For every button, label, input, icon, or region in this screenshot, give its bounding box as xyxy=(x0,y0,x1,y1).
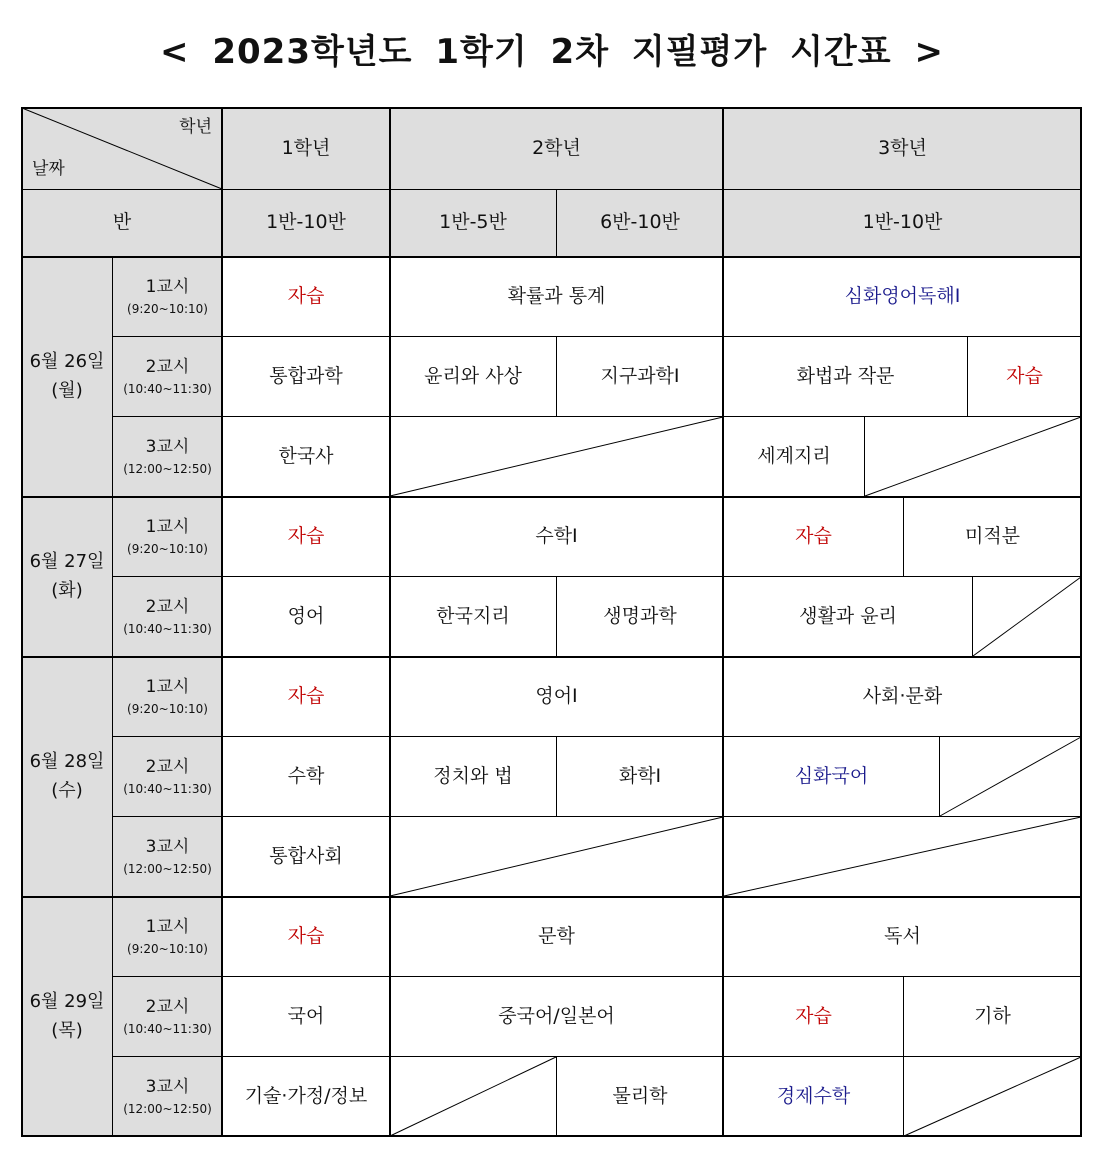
period-cell xyxy=(112,816,223,897)
no-exam-diagonal xyxy=(724,817,1081,896)
subject-cell: 수학 xyxy=(222,736,390,817)
subject-cell: 영어Ⅰ xyxy=(389,656,724,737)
subject-cell: 지구과학Ⅰ xyxy=(556,336,724,417)
subject-cell: 미적분 xyxy=(903,496,1082,577)
subject-cell: 화학Ⅰ xyxy=(556,736,724,817)
subject-cell: 생명과학 xyxy=(556,576,724,657)
period-number: 2교시 xyxy=(145,596,190,617)
empty-cell xyxy=(864,416,1082,497)
period-time: (9:20~10:10) xyxy=(127,541,208,556)
period-cell xyxy=(112,256,223,337)
no-exam-diagonal xyxy=(865,417,1081,496)
no-exam-diagonal xyxy=(390,1057,556,1136)
date-cell xyxy=(21,496,113,657)
period-number: 2교시 xyxy=(145,996,190,1017)
subject-cell: 사회·문화 xyxy=(723,656,1082,737)
page-title: < 2023학년도 1학기 2차 지필평가 시간표 > xyxy=(160,32,944,72)
period-time: (12:00~12:50) xyxy=(123,861,212,876)
subject-cell: 윤리와 사상 xyxy=(389,336,557,417)
date-text: 6월 29일 xyxy=(29,990,105,1012)
empty-cell xyxy=(389,416,724,497)
grade2-header: 2학년 xyxy=(389,107,724,190)
subject-cell: 물리학 xyxy=(556,1056,724,1137)
period-number: 2교시 xyxy=(145,756,190,777)
subject-cell: 국어 xyxy=(222,976,390,1057)
subject-cell: 자습 xyxy=(723,976,904,1057)
weekday-text: (화) xyxy=(51,579,83,601)
period-time: (10:40~11:30) xyxy=(123,621,212,636)
period-number: 3교시 xyxy=(145,436,190,457)
subject-cell: 심화국어 xyxy=(723,736,940,817)
no-exam-diagonal xyxy=(390,417,723,496)
subject-cell: 독서 xyxy=(723,896,1082,977)
grade2-classes-a: 1반-5반 xyxy=(389,189,557,257)
subject-cell: 기하 xyxy=(903,976,1082,1057)
weekday-text: (목) xyxy=(51,1019,83,1041)
period-cell xyxy=(112,896,223,977)
subject-cell: 세계지리 xyxy=(723,416,865,497)
empty-cell xyxy=(903,1056,1082,1137)
subject-cell: 수학Ⅰ xyxy=(389,496,724,577)
period-cell xyxy=(112,736,223,817)
grade-axis-label: 학년 xyxy=(179,117,212,137)
subject-cell: 통합사회 xyxy=(222,816,390,897)
date-cell xyxy=(21,656,113,897)
weekday-text: (월) xyxy=(51,379,83,401)
period-number: 3교시 xyxy=(145,1076,190,1097)
subject-cell: 기술·가정/정보 xyxy=(222,1056,390,1137)
subject-cell: 통합과학 xyxy=(222,336,390,417)
subject-cell: 영어 xyxy=(222,576,390,657)
weekday-text: (수) xyxy=(51,779,83,801)
period-cell xyxy=(112,336,223,417)
period-number: 2교시 xyxy=(145,356,190,377)
period-number: 1교시 xyxy=(145,916,190,937)
subject-cell: 자습 xyxy=(723,496,904,577)
date-cell xyxy=(21,896,113,1137)
date-axis-label: 날짜 xyxy=(32,159,65,180)
date-cell xyxy=(21,256,113,497)
subject-cell: 확률과 통계 xyxy=(389,256,724,337)
subject-cell: 화법과 작문 xyxy=(723,336,968,417)
period-time: (10:40~11:30) xyxy=(123,1021,212,1036)
grade3-classes: 1반-10반 xyxy=(723,189,1082,257)
empty-cell xyxy=(972,576,1082,657)
grade3-header: 3학년 xyxy=(723,107,1082,190)
corner-header-cell xyxy=(21,107,223,190)
empty-cell xyxy=(389,816,724,897)
period-number: 1교시 xyxy=(145,516,190,537)
period-number: 1교시 xyxy=(145,276,190,297)
grade2-classes-b: 6반-10반 xyxy=(556,189,724,257)
period-cell xyxy=(112,1056,223,1137)
subject-cell: 정치와 법 xyxy=(389,736,557,817)
grade1-header: 1학년 xyxy=(222,107,390,190)
no-exam-diagonal xyxy=(940,737,1081,816)
date-text: 6월 27일 xyxy=(29,550,105,572)
no-exam-diagonal xyxy=(973,577,1081,656)
period-time: (12:00~12:50) xyxy=(123,461,212,476)
subject-cell: 한국사 xyxy=(222,416,390,497)
empty-cell xyxy=(939,736,1082,817)
period-time: (10:40~11:30) xyxy=(123,781,212,796)
period-time: (9:20~10:10) xyxy=(127,301,208,316)
subject-cell: 자습 xyxy=(967,336,1082,417)
period-cell xyxy=(112,496,223,577)
grade1-classes: 1반-10반 xyxy=(222,189,390,257)
subject-cell: 문학 xyxy=(389,896,724,977)
exam-timetable xyxy=(21,107,1082,1137)
subject-cell: 경제수학 xyxy=(723,1056,904,1137)
period-time: (12:00~12:50) xyxy=(123,1101,212,1116)
subject-cell: 중국어/일본어 xyxy=(389,976,724,1057)
subject-cell: 자습 xyxy=(222,656,390,737)
period-cell xyxy=(112,576,223,657)
period-time: (9:20~10:10) xyxy=(127,701,208,716)
empty-cell xyxy=(723,816,1082,897)
date-text: 6월 26일 xyxy=(29,350,105,372)
no-exam-diagonal xyxy=(904,1057,1081,1136)
class-label-cell: 반 xyxy=(21,189,223,257)
no-exam-diagonal xyxy=(390,817,723,896)
period-time: (10:40~11:30) xyxy=(123,381,212,396)
period-number: 3교시 xyxy=(145,836,190,857)
subject-cell: 자습 xyxy=(222,256,390,337)
subject-cell: 생활과 윤리 xyxy=(723,576,973,657)
subject-cell: 자습 xyxy=(222,496,390,577)
period-cell xyxy=(112,976,223,1057)
period-cell xyxy=(112,416,223,497)
period-time: (9:20~10:10) xyxy=(127,941,208,956)
period-cell xyxy=(112,656,223,737)
empty-cell xyxy=(389,1056,557,1137)
subject-cell: 한국지리 xyxy=(389,576,557,657)
period-number: 1교시 xyxy=(145,676,190,697)
subject-cell: 자습 xyxy=(222,896,390,977)
date-text: 6월 28일 xyxy=(29,750,105,772)
subject-cell: 심화영어독해Ⅰ xyxy=(723,256,1082,337)
